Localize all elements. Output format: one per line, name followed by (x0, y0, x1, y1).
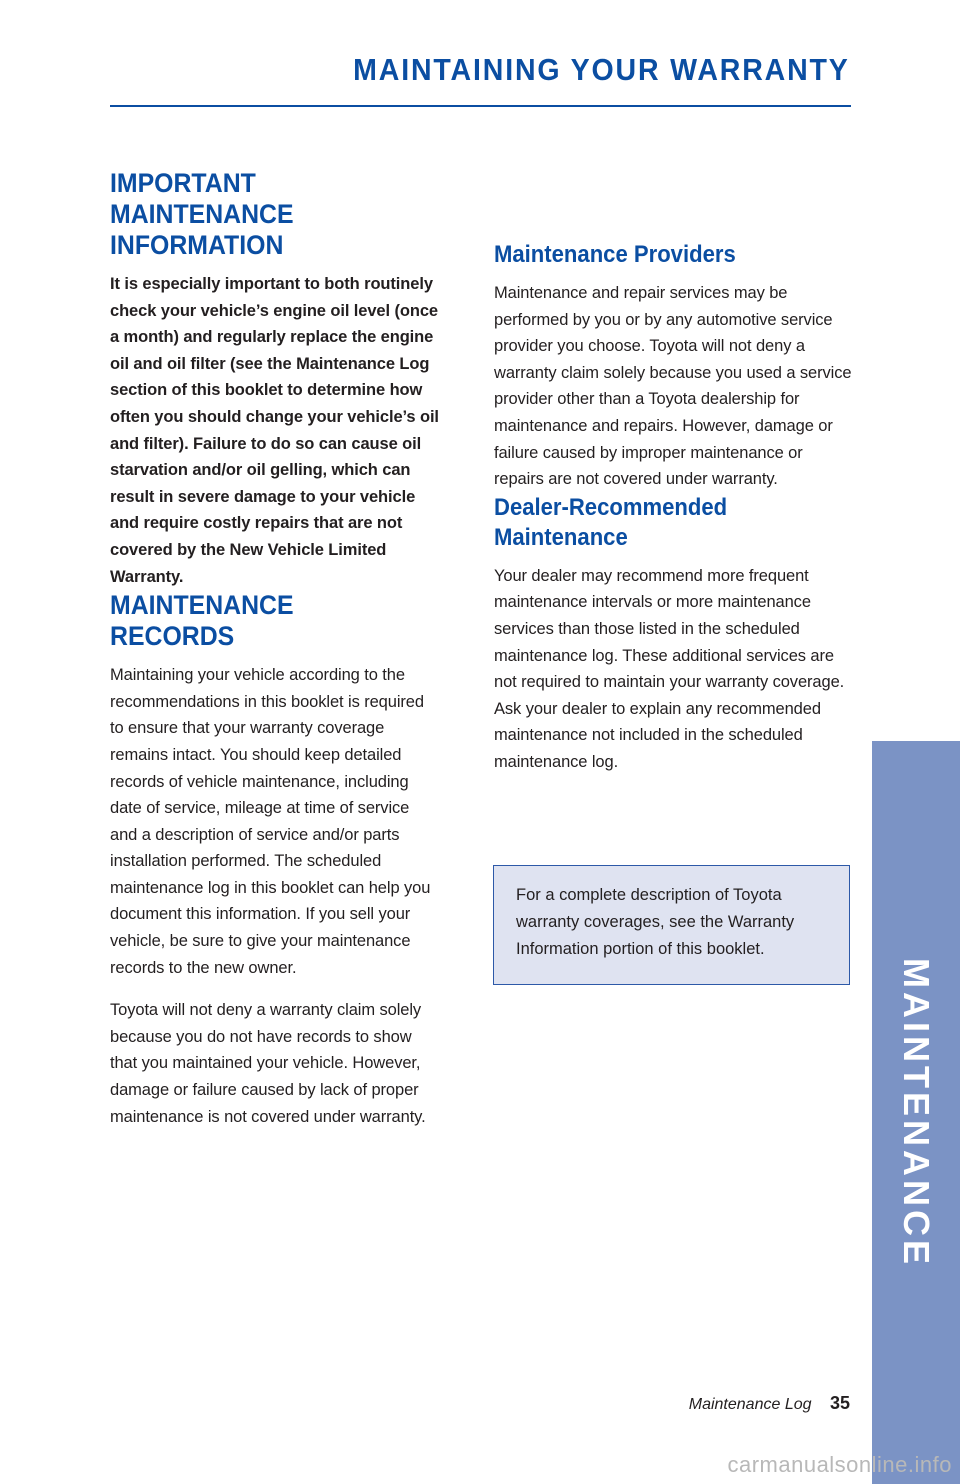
watermark: carmanualsonline.info (727, 1452, 952, 1477)
footer-section-label: Maintenance Log (688, 1396, 812, 1413)
maintenance-providers-heading: Maintenance Providers (494, 241, 736, 268)
section-side-tab (872, 741, 960, 1484)
side-tab-label: MAINTENANCE (896, 958, 937, 1268)
dealer-recommended-heading-line2: Maintenance (494, 523, 628, 551)
warranty-note-text: For a complete description of Toyota warranty coverages, see the Warranty Information portion of this booklet. (516, 886, 795, 958)
important-info-heading (110, 168, 414, 261)
warranty-note-box (493, 865, 850, 985)
maintenance-records-heading: MAINTENANCE RECORDS (110, 590, 294, 652)
footer-page-number: 35 (829, 1393, 850, 1413)
important-info-body: It is especially important to both routinely check your vehicle’s engine oil level (once a month) and regularly replace the engine oil and oil filter (see the Maintenance Log section of this booklet to determine how often you should change your vehicle’s oil and filter). Failure to do so can cause oil starvation and/or oil gelling, which can result in severe damage to your vehicle and require costly repairs that are not covered by the New Vehicle Limited Warranty. (110, 275, 439, 586)
maintenance-records-para2: Toyota will not deny a warranty claim solely because you do not have records to show that you maintained your vehicle. However, damage or failure caused by lack of proper maintenance is not covered under warranty. (110, 1001, 426, 1126)
dealer-recommended-heading (494, 493, 823, 553)
dealer-recommended-body: Your dealer may recommend more frequent maintenance intervals or more maintenance services than those listed in the scheduled maintenance log. These additional services are not required to maintain your warranty coverage. Ask your dealer to explain any recommended maintenance not included in the scheduled maintenance log. (494, 566, 845, 771)
right-column (494, 240, 852, 776)
important-info-heading-line2: INFORMATION (110, 230, 284, 260)
header-rule (110, 105, 851, 107)
maintenance-records-para1: Maintaining your vehicle according to the recommendations in this booklet is required to ensure that your warranty coverage remains intact. You should keep detailed records of vehicle maintenance, including date of service, mileage at time of service and a description of service and/or parts installation performed. The scheduled maintenance log in this booklet can help you document this information. If you sell your vehicle, be sure to give your maintenance records to the new owner. (110, 666, 431, 977)
maintenance-providers-body: Maintenance and repair services may be performed by you or by any automotive service provider you choose. Toyota will not deny a warranty claim solely because you used a service provider other than a Toyota dealership for maintenance and repairs. However, damage or failure caused by improper maintenance or repairs are not covered under warranty. (494, 284, 852, 489)
page-footer (689, 1393, 850, 1414)
left-column (110, 168, 440, 1130)
important-info-heading-line1: IMPORTANT MAINTENANCE (110, 168, 294, 229)
page-header-title: MAINTAINING YOUR WARRANTY (353, 52, 850, 87)
dealer-recommended-heading-line1: Dealer-Recommended (494, 493, 728, 521)
